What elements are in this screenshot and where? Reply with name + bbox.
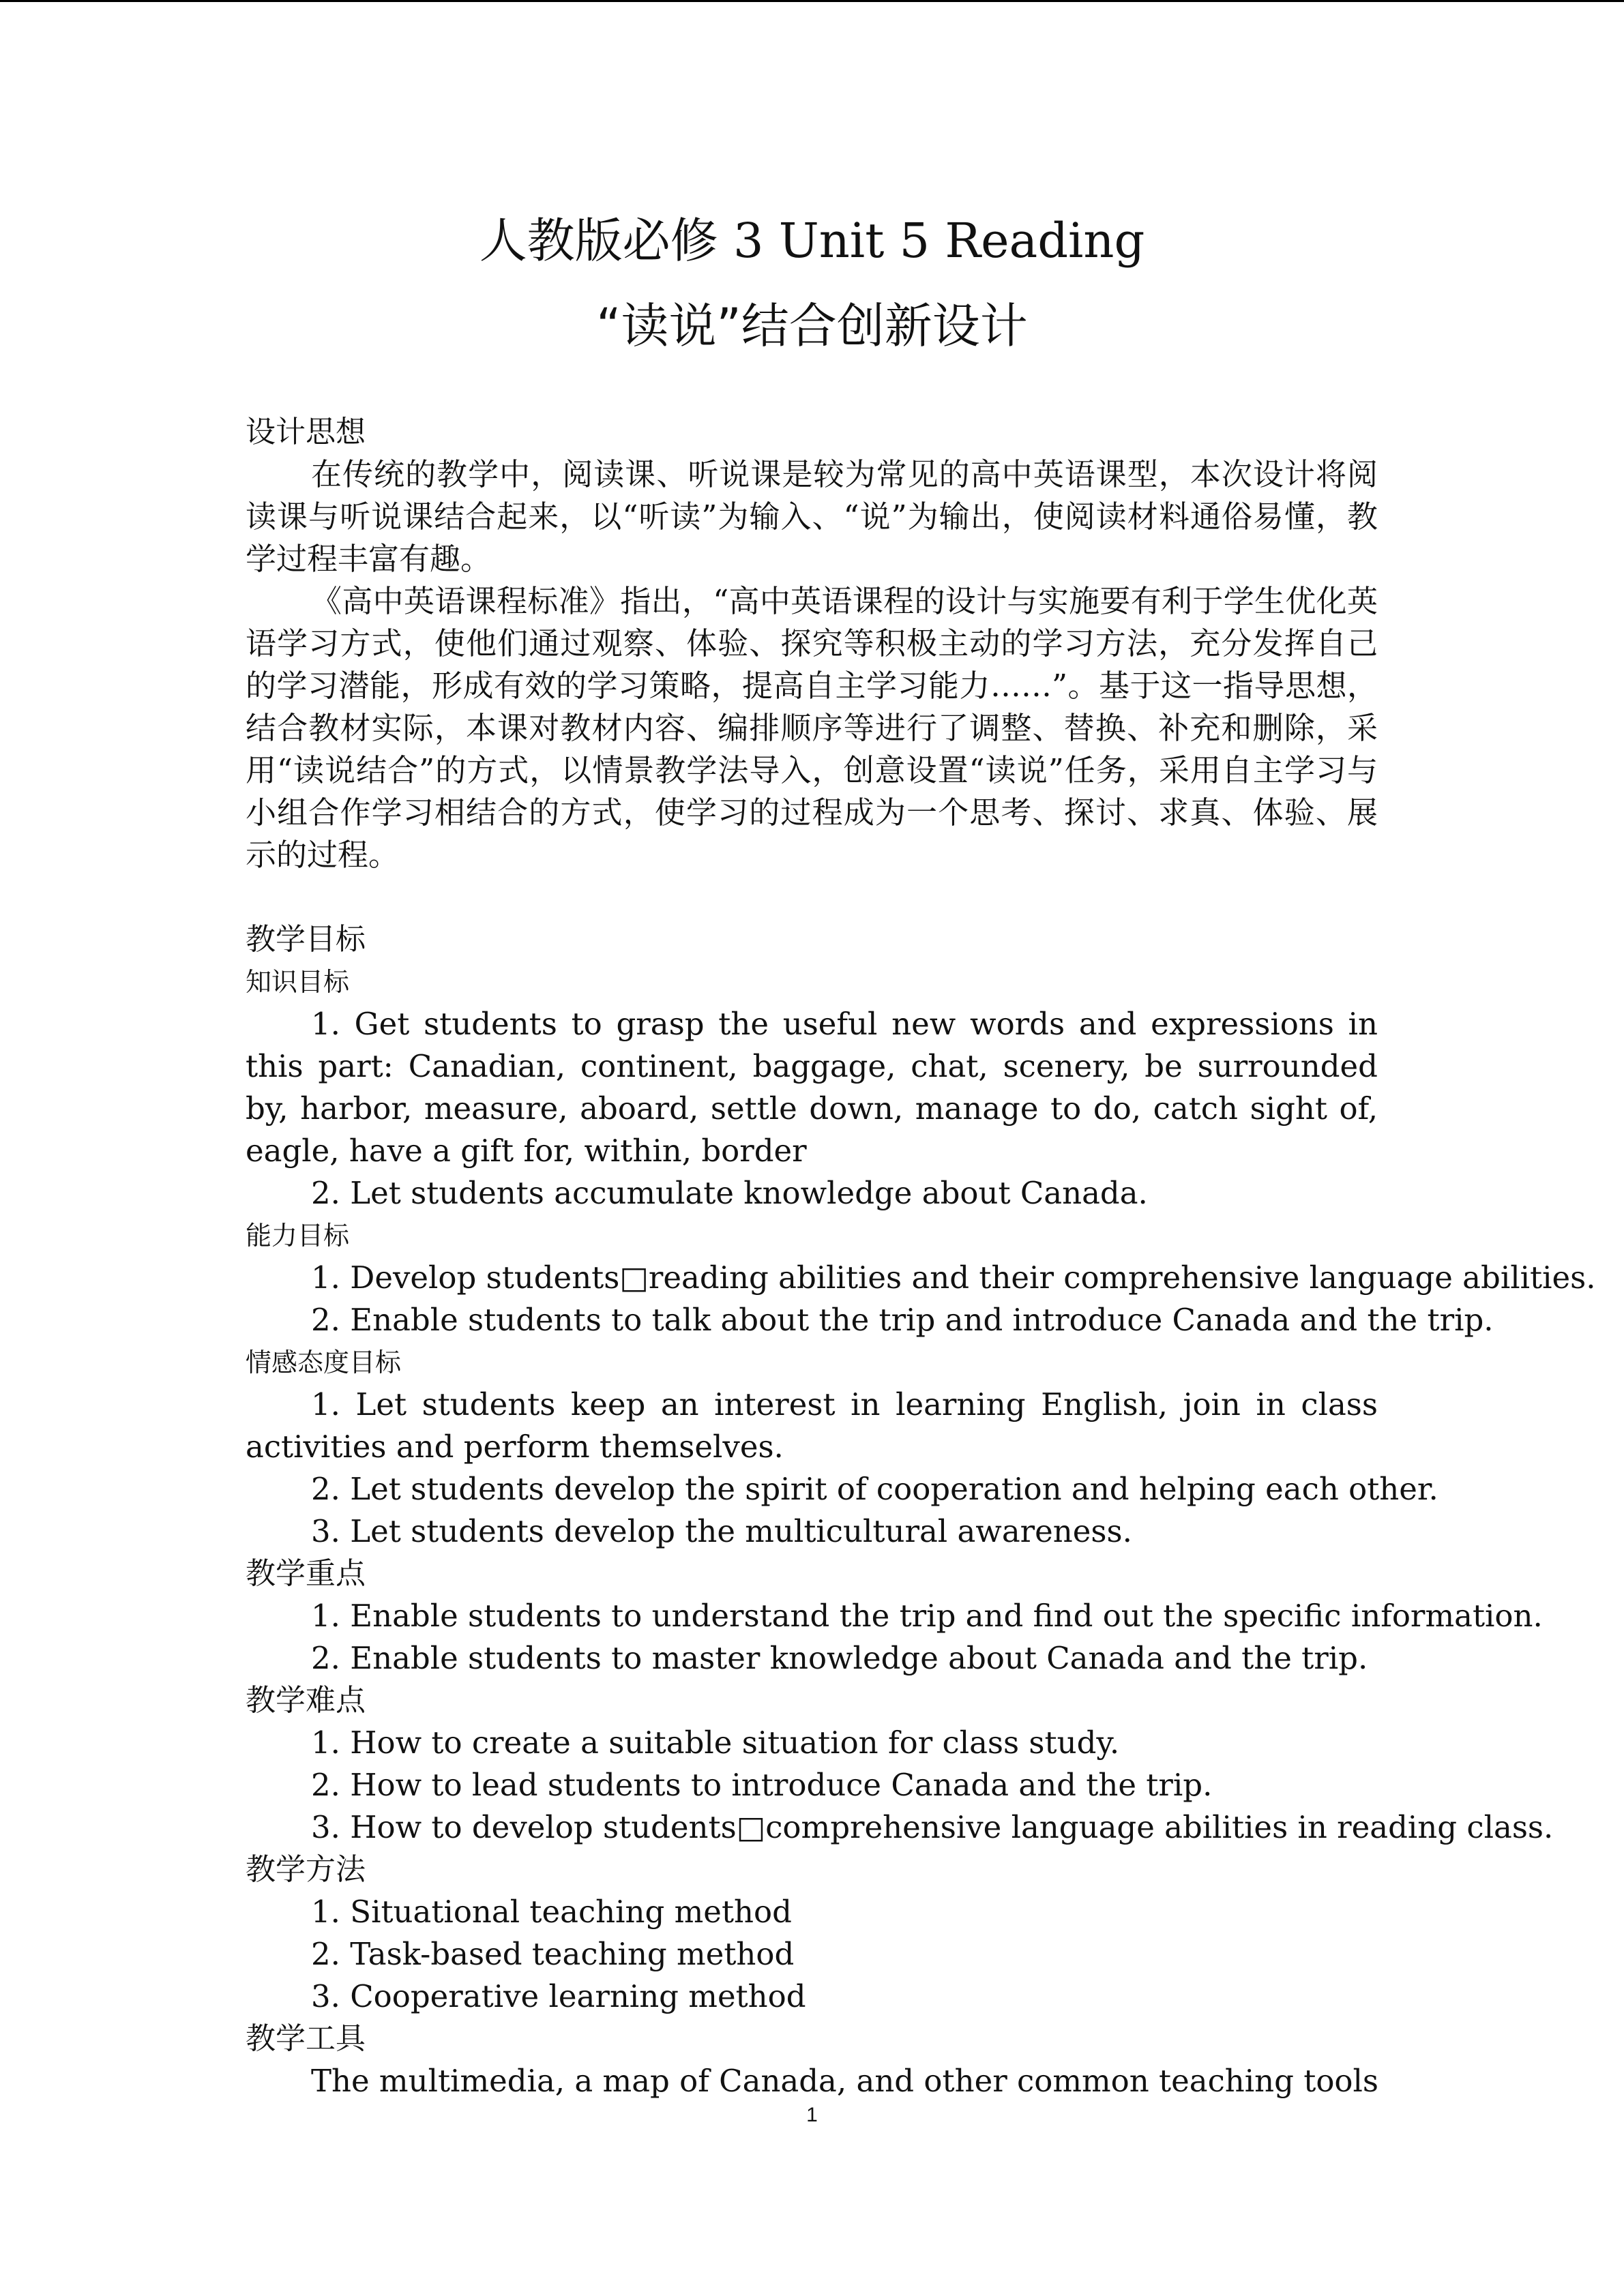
list-item: 1. Situational teaching method xyxy=(311,1894,792,1930)
list-item: 3. Let students develop the multicultural awareness. xyxy=(311,1513,1132,1549)
page-number: 1 xyxy=(806,2104,818,2126)
list-item: 1. How to create a suitable situation for class study. xyxy=(311,1725,1120,1761)
paragraph: 在传统的教学中，阅读课、听说课是较为常见的高中英语课型，本次设计将阅读课与听说课结合起来，以“听读”为输入、“说”为输出，使阅读材料通俗易懂，教学过程丰富有趣。 xyxy=(246,456,1378,577)
section-heading-design-idea: 设计思想 xyxy=(246,415,366,449)
list-item: 2. Let students accumulate knowledge about Canada. xyxy=(311,1175,1148,1211)
section-heading-key-points: 教学重点 xyxy=(246,1556,366,1591)
subheading-knowledge: 知识目标 xyxy=(246,967,350,997)
list-item: 2. How to lead students to introduce Canada and the trip. xyxy=(311,1767,1213,1803)
list-item: 2. Task-based teaching method xyxy=(311,1936,795,1972)
list-item: 1. Get students to grasp the useful new words and expressions in this part: Canadian, continent, baggage, chat, scenery, be surrounded by, harbor, measure, aboard, settle down, manage to do, catch sight of, eagle, have a gift for, within, border xyxy=(246,1006,1378,1169)
subheading-ability: 能力目标 xyxy=(246,1221,350,1251)
list-item: 1. Develop students□reading abilities and their comprehensive language abilities. xyxy=(311,1259,1596,1296)
document-subtitle: “读说”结合创新设计 xyxy=(596,298,1028,354)
list-item: 3. Cooperative learning method xyxy=(311,1978,806,2014)
document-body xyxy=(246,411,1596,2102)
list-item: 2. Enable students to master knowledge about Canada and the trip. xyxy=(311,1640,1368,1676)
paragraph: 《高中英语课程标准》指出，“高中英语课程的设计与实施要有利于学生优化英语学习方式，使他们通过观察、体验、探究等积极主动的学习方法，充分发挥自己的学习潜能，形成有效的学习策略，提高自主学习能力……”。基于这一指导思想，结合教材实际，本课对教材内容、编排顺序等进行了调整、替换、补充和删除，采用“读说结合”的方式，以情景教学法导入，创意设置“读说”任务，采用自主学习与小组合作学习相结合的方式，使学习的过程成为一个思考、探讨、求真、体验、展示的过程。 xyxy=(246,583,1378,873)
section-heading-methods: 教学方法 xyxy=(246,1852,366,1887)
list-item: 1. Enable students to understand the trip and find out the specific information. xyxy=(311,1598,1543,1634)
spacer xyxy=(246,876,1378,919)
section-heading-difficulties: 教学难点 xyxy=(246,1683,366,1718)
list-item: 2. Enable students to talk about the trip and introduce Canada and the trip. xyxy=(311,1302,1494,1338)
document-title: 人教版必修 3 Unit 5 Reading xyxy=(479,213,1145,269)
tools-text: The multimedia, a map of Canada, and other common teaching tools xyxy=(311,2063,1379,2099)
section-heading-objectives: 教学目标 xyxy=(246,922,366,957)
subheading-emotion: 情感态度目标 xyxy=(246,1347,402,1377)
list-item: 1. Let students keep an interest in learning English, join in class activities and perform themselves. xyxy=(246,1386,1378,1465)
section-heading-tools: 教学工具 xyxy=(246,2021,366,2056)
list-item: 3. How to develop students□comprehensive language abilities in reading class. xyxy=(311,1809,1554,1845)
list-item: 2. Let students develop the spirit of cooperation and helping each other. xyxy=(311,1471,1438,1507)
